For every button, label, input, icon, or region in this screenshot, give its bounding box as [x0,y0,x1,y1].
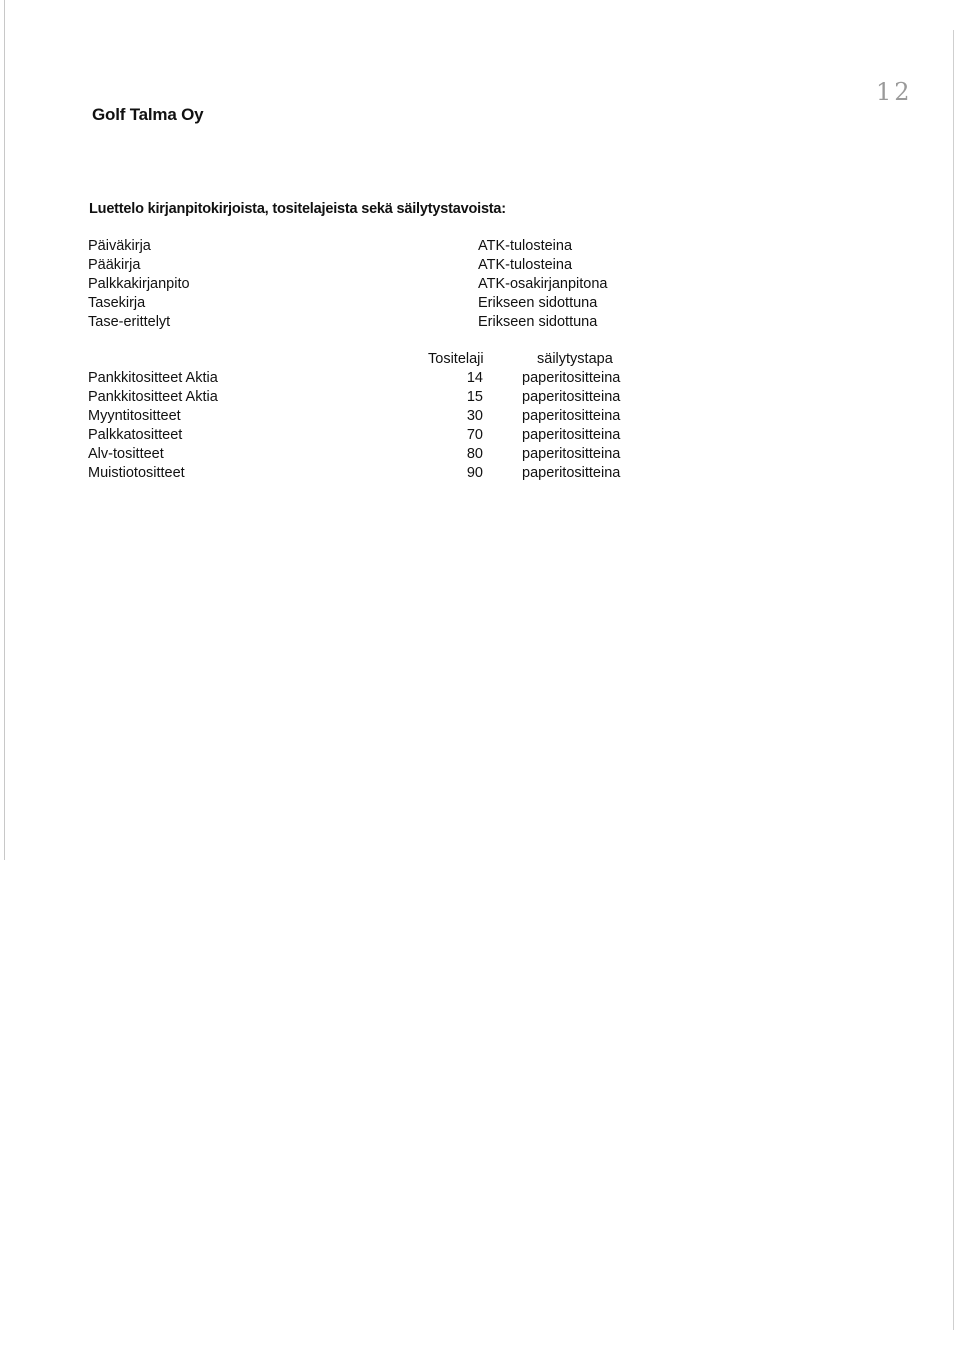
book-name: Pääkirja [88,257,141,273]
voucher-type: 90 [466,465,483,481]
vouchers-header [88,350,668,369]
book-row [88,313,648,332]
voucher-name: Pankkitositteet Aktia [88,370,218,386]
accounting-books-list [88,237,648,332]
voucher-type: 30 [466,408,483,424]
voucher-storage: paperitositteina [522,446,621,462]
voucher-name: Pankkitositteet Aktia [88,389,218,405]
voucher-types-list [88,369,668,483]
voucher-name: Alv-tositteet [88,446,164,462]
book-format: ATK-tulosteina [478,257,573,273]
voucher-row [88,445,668,464]
voucher-row [88,369,668,388]
voucher-name: Palkkatositteet [88,427,183,443]
book-format: ATK-tulosteina [478,238,573,254]
voucher-type: 70 [466,427,483,443]
voucher-row [88,426,668,445]
voucher-row [88,407,668,426]
book-format: ATK-osakirjanpitona [478,276,608,292]
document-heading: Luettelo kirjanpitokirjoista, tositelajeista sekä säilytystavoista: [89,201,506,217]
book-row [88,275,648,294]
scan-edge-left [4,0,5,860]
book-name: Palkkakirjanpito [88,276,190,292]
voucher-storage: paperitositteina [522,370,621,386]
scan-edge-right [953,30,954,1330]
voucher-storage-header: säilytystapa [537,351,613,367]
book-name: Päiväkirja [88,238,151,254]
company-name: Golf Talma Oy [92,105,204,124]
book-name: Tasekirja [88,295,146,311]
voucher-storage: paperitositteina [522,427,621,443]
voucher-type: 80 [466,446,483,462]
book-row [88,256,648,275]
voucher-storage: paperitositteina [522,408,621,424]
voucher-storage: paperitositteina [522,465,621,481]
voucher-name: Myyntitositteet [88,408,181,424]
voucher-storage: paperitositteina [522,389,621,405]
voucher-name: Muistiotositteet [88,465,185,481]
book-name: Tase-erittelyt [88,314,171,330]
book-row [88,237,648,256]
voucher-row [88,388,668,407]
book-row [88,294,648,313]
book-format: Erikseen sidottuna [478,314,598,330]
voucher-row [88,464,668,483]
voucher-type-header: Tositelaji [428,351,484,367]
voucher-type: 14 [466,370,483,386]
book-format: Erikseen sidottuna [478,295,598,311]
page-number: 12 [876,78,913,106]
voucher-type: 15 [466,389,483,405]
